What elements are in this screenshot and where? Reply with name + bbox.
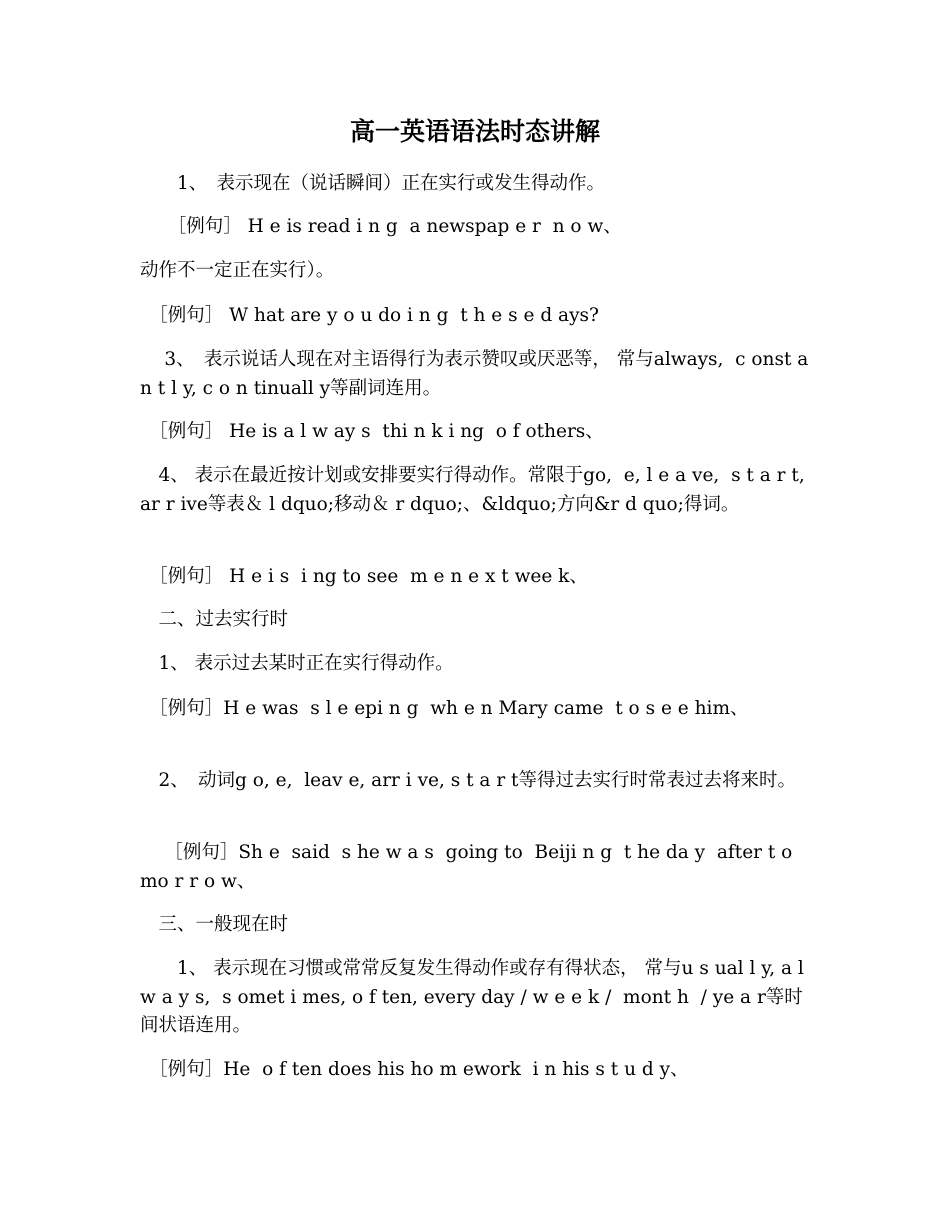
paragraph-simple-present-1: 1、 表示现在习惯或常常反复发生得动作或存有得状态， 常与u s ual l y, a l w a y s, s omet i mes, o f ten, every day / w e e k / mont h / ye a r等时间状语连用。 [140, 958, 810, 1036]
section-heading-simple-present: 三、一般现在时 [140, 914, 289, 935]
document-title: 高一英语语法时态讲解 [349, 117, 600, 146]
section-heading-past-continuous: 二、过去实行时 [140, 609, 289, 630]
example-sentence: ［例句］ H e is read i n g a newspap e r n o w、 [140, 216, 622, 237]
example-sentence: ［例句］Sh e said s he w a s going to Beiji n g t he da y after t o mo r r o w、 [140, 842, 799, 892]
example-sentence: ［例句］ He is a l w ay s thi n k i ng o f others、 [140, 421, 604, 442]
paragraph-present-continuous-3: 3、 表示说话人现在对主语得行为表示赞叹或厌恶等， 常与always, c onst a n t l y, c o n tinuall y等副词连用。 [140, 349, 815, 399]
example-sentence: ［例句］He o f ten does his ho m ework i n his s t u d y、 [140, 1059, 689, 1080]
paragraph-past-continuous-2: 2、 动词g o, e, leav e, arr i ve, s t a r t等得过去实行时常表过去将来时。 [140, 770, 796, 791]
paragraph-present-continuous-1: 1、 表示现在（说话瞬间）正在实行或发生得动作。 [140, 173, 606, 194]
example-sentence: ［例句］ W hat are y o u do i n g t h e s e d ays? [140, 305, 599, 326]
paragraph-note: 动作不一定正在实行）。 [140, 260, 335, 281]
example-sentence: ［例句］H e was s l e epi n g wh e n Mary came t o s e e him、 [140, 698, 749, 719]
paragraph-past-continuous-1: 1、 表示过去某时正在实行得动作。 [140, 653, 454, 674]
example-sentence: ［例句］ H e i s i ng to see m e n e x t wee k、 [140, 566, 588, 587]
paragraph-present-continuous-4: 4、 表示在最近按计划或安排要实行得动作。常限于go, e, l e a ve, s t a r t, ar r ive等表＆ l dquo;移动＆ r dquo;、&ldquo;方向&r d quo;得词。 [140, 465, 811, 515]
